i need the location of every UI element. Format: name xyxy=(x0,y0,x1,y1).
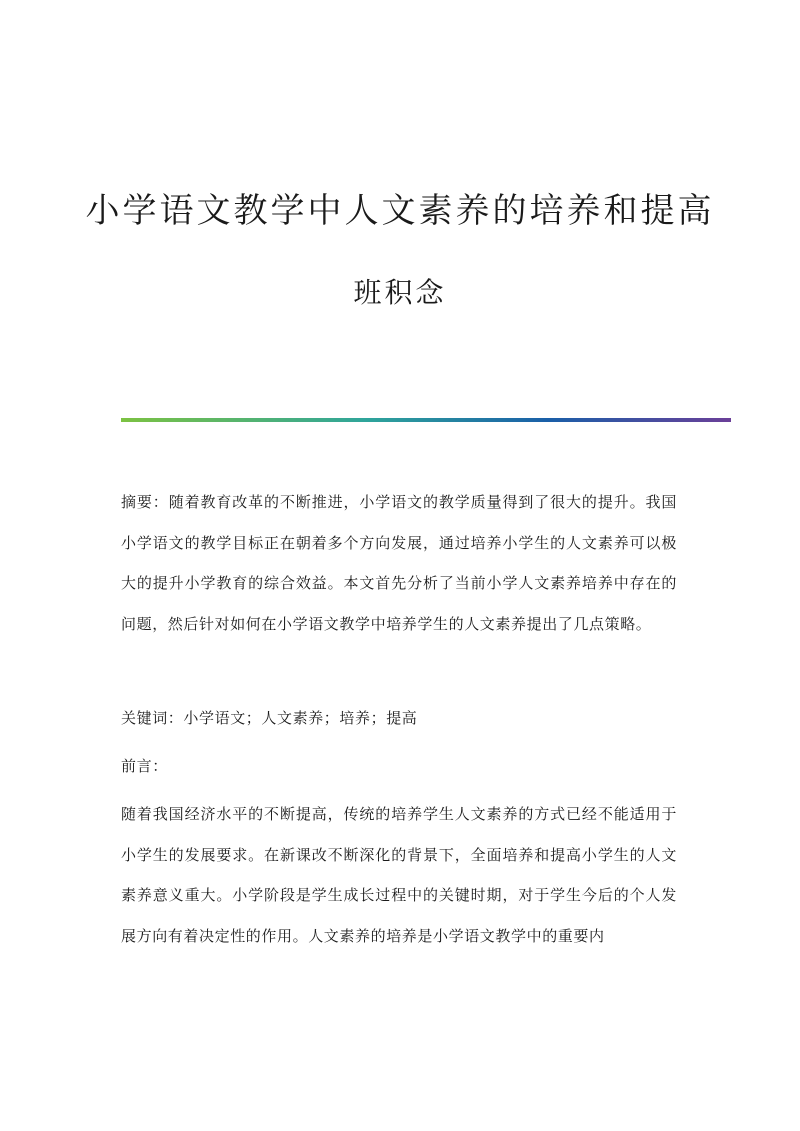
preface-heading: 前言： xyxy=(121,757,168,775)
keywords-paragraph xyxy=(121,698,677,739)
intro-paragraph: 随着我国经济水平的不断提高，传统的培养学生人文素养的方式已经不能适用于小学生的发展要求。在新课改不断深化的背景下，全面培养和提高小学生的人文素养意义重大。小学阶段是学生成长过程中的关键时期，对于学生今后的个人发展方向有着决定性的作用。人文素养的培养是小学语文教学中的重要内 xyxy=(121,805,677,945)
document-title: 小学语文教学中人文素养的培养和提高 xyxy=(85,191,715,231)
document-author: 班积念 xyxy=(353,276,447,309)
keywords-label: 关键词： xyxy=(121,709,184,727)
keywords-text: 小学语文；人文素养；培养；提高 xyxy=(183,709,418,727)
abstract-label: 摘要： xyxy=(121,493,169,511)
abstract-paragraph xyxy=(121,482,677,644)
title-divider xyxy=(121,418,731,422)
abstract-text: 随着教育改革的不断推进，小学语文的教学质量得到了很大的提升。我国小学语文的教学目标正在朝着多个方向发展，通过培养小学生的人文素养可以极大的提升小学教育的综合效益。本文首先分析了当前小学人文素养培养中存在的问题，然后针对如何在小学语文教学中培养学生的人文素养提出了几点策略。 xyxy=(121,493,677,633)
